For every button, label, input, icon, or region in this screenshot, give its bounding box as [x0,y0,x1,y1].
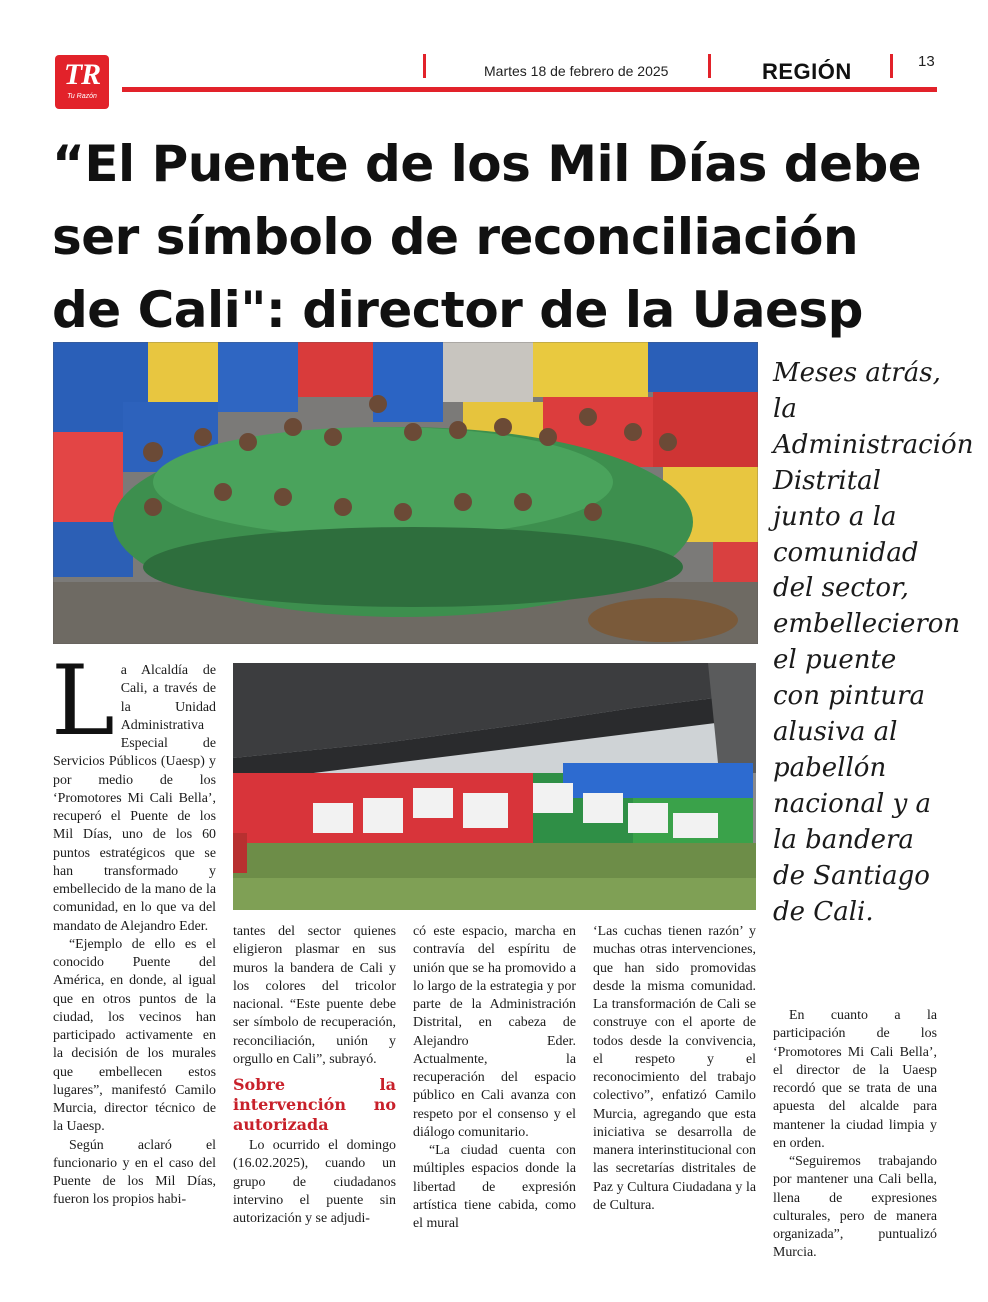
body-column-5 [773,1007,937,1263]
headline-line: ser símbolo de reconciliación [52,208,859,266]
logo-mark: TR [63,58,101,91]
header-divider-1 [423,54,426,78]
headline-line: de Cali": director de la Uaesp [52,281,863,339]
group-photo [53,342,758,644]
body-paragraph: ‘Las cuchas tienen razón’ y muchas otras intervenciones, que han sido promovidas desde la misma comunidad. La transformación de Cali se construye con el aporte de todos desde la convivencia, el respeto y el reconocimiento del trabajo colectivo”, enfatizó Camilo Murcia, agregando que esta iniciativa se desarrolla de manera interinstitucional con las secretarías distritales de Paz y Cultura Ciudadana y la de Cultura. [593,924,756,1213]
drop-cap: L [51,645,115,757]
header-divider-3 [890,54,893,78]
body-paragraph: “La ciudad cuenta con múltiples espacios donde la libertad de expresión artística tiene cabida, como el mural [413,1143,576,1231]
header-divider-2 [708,54,711,78]
headline [52,128,952,347]
body-paragraph [51,645,216,936]
body-paragraph: “Ejemplo de ello es el conocido Puente del América, en donde, al igual que en otros puntos de la ciudad, los vecinos han participado activamente en la decisión de los murales que embellecen estos lugares”, manifestó Camilo Murcia, director técnico de la Uaesp. [53,936,216,1135]
body-column-1 [51,645,216,1210]
body-column-2 [233,923,396,1228]
body-column-4 [593,923,756,1215]
newspaper-logo [55,55,109,109]
body-paragraph: “Seguiremos trabajando por mantener una Cali bella, llena de expresiones culturales, pero de manera organizada”, puntualizó Murcia. [773,1154,937,1261]
page-number: 13 [918,53,935,70]
section-name: REGIÓN [762,59,852,84]
body-paragraph: tantes del sector quienes eligieron plasmar en sus muros la bandera de Cali y los colores del tricolor nacional. “Este puente debe ser símbolo de recuperación, reconciliación, unión y orgullo en Cali”, subrayó. [233,924,396,1067]
body-paragraph: En cuanto a la participación de los ‘Promotores Mi Cali Bella’, el director de la Uaesp recordó que se trata de una apuesta del alcalde para mantener la ciudad limpia y en orden. [773,1008,937,1151]
logo-tagline: Tu Razón [67,93,97,100]
header-rule [122,87,937,92]
bridge-mural-photo [233,663,756,910]
issue-date: Martes 18 de febrero de 2025 [484,63,669,79]
paragraph-text: a Alcaldía de Cali, a través de la Unidad Administrativa Especial de Servicios Públicos (Uaesp) y por medio de los ‘Promotores Mi Cali Bella’, recuperó el Puente de los Mil Días, uno de los 60 puntos estratégicos que se han transformado y embellecido de la mano de la comunidad, en lo que va del mandato de Alejandro Eder. [53,663,216,934]
body-paragraph: có este espacio, marcha en contravía del espíritu de unión que se ha promovido a lo largo de la estrategia y por parte de la Administración Distrital, en cabeza de Alejandro Eder. Actualmente, la recuperación del espacio público en Cali avanza con respeto por el consenso y el diálogo comunitario. [413,924,576,1140]
subheading: Sobre la intervención no autorizada [233,1075,396,1134]
body-paragraph: Lo ocurrido el domingo (16.02.2025), cuando un grupo de ciudadanos intervino el puente sin autorización y se adjudi- [233,1138,396,1226]
headline-line: “El Puente de los Mil Días debe [52,135,922,193]
body-column-3 [413,923,576,1233]
body-paragraph: Según aclaró el funcionario y en el caso del Puente de los Mil Días, fueron los propios habi- [53,1137,216,1208]
pull-quote: Meses atrás, la Administración Distrital junto a la comunidad del sector, embellecieron el puente con pintura alusiva al pabellón nacional y a la bandera de Santiago de Cali. [773,358,974,927]
